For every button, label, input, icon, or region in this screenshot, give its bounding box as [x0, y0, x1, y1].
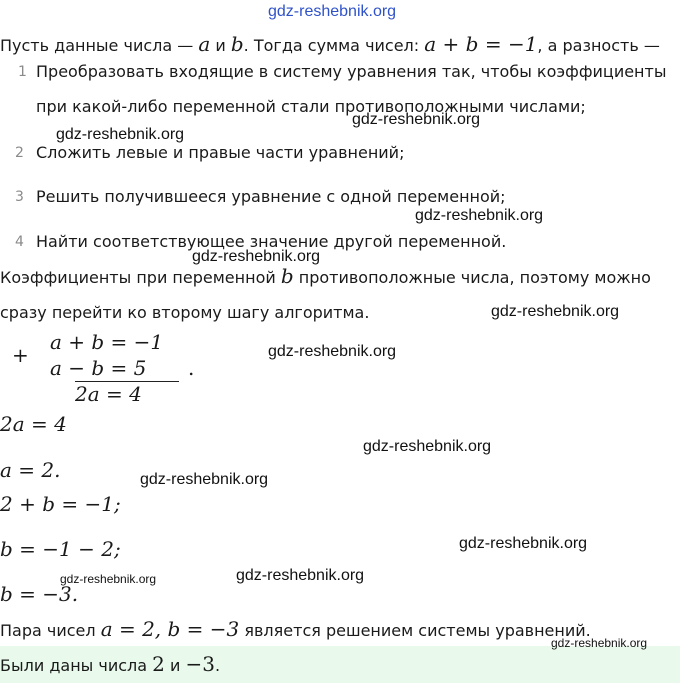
step-number-3: 3 — [15, 189, 24, 205]
watermark: gdz-reshebnik.org — [140, 471, 269, 488]
pair-text-1: Пара чисел — [0, 621, 101, 640]
final-value-2: −3 — [185, 652, 215, 676]
step-3-text: Решить получившееся уравнение с одной переменной; — [36, 187, 506, 206]
system-result: 2a = 4 — [75, 382, 142, 406]
intro-text-4: , а разность — — [537, 36, 660, 55]
watermark: gdz-reshebnik.org — [268, 343, 397, 360]
coef-text-1: Коэффициенты при переменной — [0, 268, 281, 287]
plus-sign: + — [12, 343, 29, 367]
final-value-1: 2 — [152, 652, 165, 676]
coef-line-1 — [0, 266, 651, 288]
coef-var-b: b — [280, 264, 294, 288]
solution-line-2: a = 2. — [0, 458, 61, 482]
final-text-3: . — [214, 656, 221, 675]
watermark: gdz-reshebnik.org — [56, 126, 185, 143]
pair-values: a = 2, b = −3 — [100, 617, 240, 641]
final-text-1: Были даны числа — [0, 656, 153, 675]
step-number-4: 4 — [15, 234, 24, 250]
intro-line — [0, 34, 660, 56]
step-1-line-1: Преобразовать входящие в систему уравнения так, чтобы коэффициенты — [36, 62, 667, 81]
solution-line-4: b = −1 − 2; — [0, 537, 121, 561]
step-number-2: 2 — [15, 145, 24, 161]
intro-text-1: Пусть данные числа — — [0, 36, 199, 55]
intro-text-3: . Тогда сумма чисел: — [243, 36, 425, 55]
var-a: a — [198, 32, 211, 56]
watermark: gdz-reshebnik.org — [459, 535, 588, 552]
watermark: gdz-reshebnik.org — [363, 438, 492, 455]
coef-line-2: сразу перейти ко второму шагу алгоритма. — [0, 303, 370, 322]
coef-text-2: противоположные числа, поэтому можно — [293, 268, 651, 287]
system-equation-2: a − b = 5 — [50, 356, 147, 380]
watermark: gdz-reshebnik.org — [236, 567, 365, 584]
final-text-2: и — [164, 656, 186, 675]
system-dot: . — [188, 356, 195, 380]
solution-line-1: 2a = 4 — [0, 412, 67, 436]
system-equation-1: a + b = −1 — [50, 330, 164, 354]
watermark: gdz-reshebnik.org — [491, 303, 620, 320]
solution-line-5: b = −3. — [0, 582, 79, 606]
watermark: gdz-reshebnik.org — [551, 636, 648, 650]
watermark: gdz-reshebnik.org — [192, 248, 321, 265]
pair-text-2: является решением системы уравнений. — [239, 621, 591, 640]
sum-expression: a + b = −1 — [424, 32, 538, 56]
intro-text-2: и — [210, 36, 231, 55]
solution-line-3: 2 + b = −1; — [0, 492, 121, 516]
watermark: gdz-reshebnik.org — [60, 572, 157, 586]
top-watermark: gdz-reshebnik.org — [268, 3, 397, 20]
pair-line — [0, 619, 591, 641]
step-1-line-2: при какой-либо переменной стали противоположными числами; — [36, 97, 586, 116]
watermark: gdz-reshebnik.org — [352, 111, 481, 128]
watermark: gdz-reshebnik.org — [415, 207, 544, 224]
step-2-text: Сложить левые и правые части уравнений; — [36, 143, 405, 162]
final-answer-line — [0, 654, 220, 676]
var-b: b — [230, 32, 244, 56]
step-number-1: 1 — [18, 64, 27, 80]
step-4-text: Найти соответствующее значение другой переменной. — [36, 232, 507, 251]
